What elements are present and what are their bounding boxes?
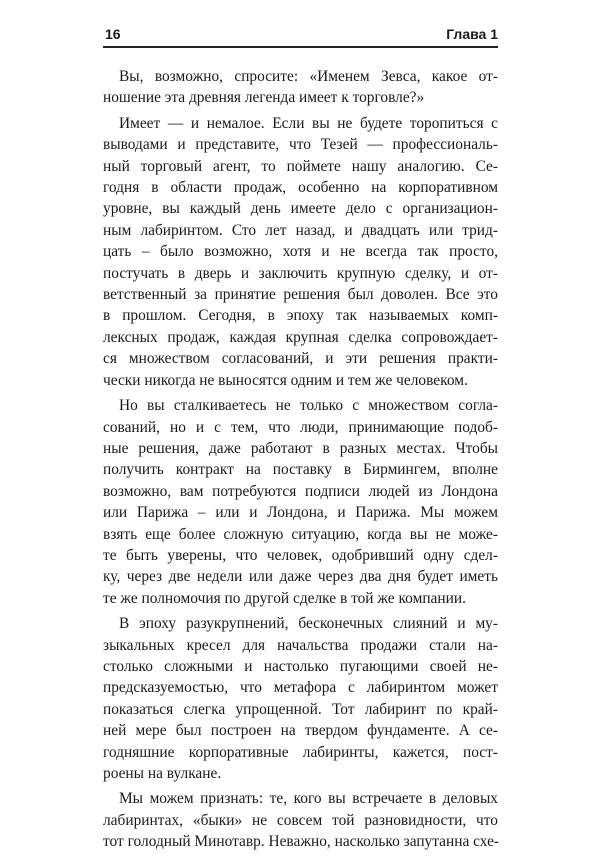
text-line: или Парижа – или и Лондона, и Парижа. Мы можем: [103, 504, 498, 522]
header-rule: [103, 46, 498, 48]
text-line: годняшние корпоративные лабиринты, кажется, пост-: [103, 743, 498, 761]
text-line: предсказуемостью, что метафора с лабиринтом может: [103, 679, 498, 697]
text-line: тот голодный Минотавр. Неважно, насколько запутанна схе-: [103, 833, 500, 851]
text-line: получить контракт на поставку в Бирмингем, вполне: [103, 461, 498, 479]
text-line: постучать в дверь и заключить крупную сделку, и от-: [103, 264, 498, 282]
text-line: В эпоху разукрупнений, бесконечных слияний и му-: [119, 615, 498, 633]
text-line: ветственный за принятие решения был доволен. Все это: [103, 286, 498, 304]
text-line: Вы, возможно, спросите: «Именем Зевса, какое от-: [119, 68, 498, 85]
text-line: ку, через две недели или даже через два дня будет иметь: [103, 568, 498, 586]
paragraph: [103, 113, 498, 391]
body-text: [103, 66, 498, 857]
text-line: ным лабиринтом. Сто лет назад, и двадцать или трид-: [103, 221, 498, 239]
paragraph: [103, 788, 498, 852]
text-line: ношение эта древняя легенда имеет к торговле?»: [103, 89, 425, 107]
text-line: ный торговый агент, то поймете нашу аналогию. Се-: [103, 157, 498, 175]
text-line: столько сложными и настолько пугающими своей не-: [103, 657, 498, 675]
text-line: Имеет — и немалое. Если вы не будете торопиться с: [119, 114, 498, 132]
chapter-label: Глава 1: [446, 26, 498, 42]
text-line: годня в области продаж, особенно на корпоративном: [103, 179, 498, 197]
page-number: 16: [105, 26, 121, 42]
text-line: те же полномочия по другой сделке в той же компании.: [103, 589, 466, 607]
text-line: лексных продаж, каждая крупная сделка сопровождает-: [103, 328, 498, 346]
text-line: уровне, вы каждый день имеете дело с организацион-: [103, 200, 498, 218]
text-line: ся множеством согласований, и эти решения практи-: [103, 350, 498, 368]
text-line: Мы можем признать: те, кого вы встречаете в деловых: [119, 790, 498, 808]
text-line: показаться слегка упрощенной. Тот лабиринт по край-: [103, 700, 498, 718]
text-line: сований, но и с тем, что люди, принимающие подоб-: [103, 418, 498, 436]
text-line: роены на вулкане.: [103, 765, 222, 782]
text-line: зыкальных кресел для начальства продажи стали на-: [103, 636, 498, 654]
text-line: выводами и представите, что Тезей — профессиональ-: [103, 136, 498, 154]
text-line: цать – было возможно, хотя и не всегда так просто,: [103, 243, 498, 261]
text-line: возможно, вам потребуются подписи людей из Лондона: [103, 482, 498, 500]
text-line: ные решения, даже работают в разных местах. Чтобы: [103, 439, 498, 457]
text-line: взять еще более сложную ситуацию, когда вы не може-: [103, 525, 498, 543]
text-line: Но вы сталкиваетесь не только с множеством согла-: [119, 397, 498, 415]
text-line: те быть уверены, что человек, одобривший одну сдел-: [103, 546, 498, 564]
paragraph: [103, 66, 498, 109]
paragraph: [103, 395, 498, 609]
text-line: чески никогда не выносятся одним и тем же человеком.: [103, 371, 468, 389]
text-line: в прошлом. Сегодня, в эпоху так называемых комп-: [103, 307, 498, 325]
text-line: ней мере был построен на твердом фундаменте. А се-: [103, 722, 498, 740]
paragraph: [103, 613, 498, 784]
text-line: лабиринтах, «быки» не совсем той разновидности, что: [103, 811, 498, 829]
running-header: [103, 22, 498, 46]
